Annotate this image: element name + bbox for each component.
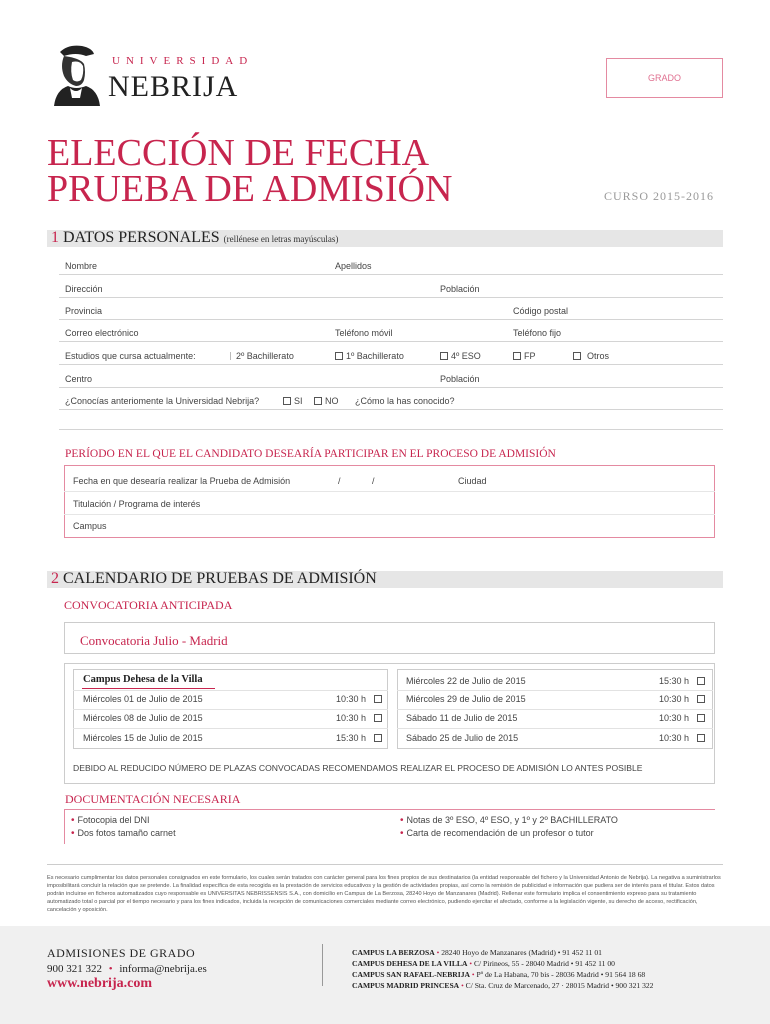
direccion-field[interactable] bbox=[120, 281, 420, 296]
checkbox-icon[interactable] bbox=[314, 397, 322, 405]
codigo-postal-label: Código postal bbox=[513, 306, 569, 316]
ciudad-label: Ciudad bbox=[458, 476, 487, 486]
divider bbox=[59, 387, 723, 388]
doc-item-text: Fotocopia del DNI bbox=[77, 815, 150, 825]
campus-line bbox=[352, 958, 653, 969]
nebrija-logo bbox=[46, 40, 256, 110]
checkbox-icon[interactable] bbox=[440, 352, 448, 360]
separator-bullet: • bbox=[436, 948, 440, 957]
campus-name: CAMPUS DEHESA DE LA VILLA bbox=[352, 959, 468, 968]
notice-text: DEBIDO AL REDUCIDO NÚMERO DE PLAZAS CONVOCADAS RECOMENDAMOS REALIZAR EL PROCESO DE ADMISIÓN LO ANTES POSIBLE bbox=[73, 763, 643, 773]
option-si[interactable] bbox=[283, 396, 303, 406]
checkbox-icon[interactable] bbox=[374, 695, 382, 703]
centro-label: Centro bbox=[65, 374, 93, 384]
checkbox-icon[interactable] bbox=[697, 734, 705, 742]
logo-university-text: UNIVERSIDAD bbox=[112, 55, 254, 67]
divider bbox=[59, 297, 723, 298]
checkbox-icon[interactable] bbox=[697, 714, 705, 722]
como-field[interactable] bbox=[465, 393, 715, 408]
slot-date: Sábado 25 de Julio de 2015 bbox=[406, 733, 519, 743]
campus-name: Campus Dehesa de la Villa bbox=[83, 674, 203, 685]
campus-underline bbox=[82, 688, 215, 689]
slot-option[interactable] bbox=[336, 733, 385, 743]
divider bbox=[59, 341, 723, 342]
grado-badge: GRADO bbox=[606, 58, 723, 98]
legal-text: Es necesario cumplimentar los datos personales consignados en este formulario, los cuales serán tratados con carácter general para los fines propios de sus destinatarios (la entidad responsable del fichero y la Universidad Antonio de Nebrija). La negativa a suministrarlos imposibilitará concluir la relación que se pretende. La finalidad específica de esta recogida es la prestación de servicios educativos y la gestión de actividades propias, así como la remisión de publicidad e información que pudiera ser de interés para el titular. Estos datos podrán incluirse en ficheros automatizados cuyo responsable es UNIVERSITAS NEBRISSENSIS S.A., con domicilio en Campus de La Berzosa, 28240 Hoyo de Manzanares (Madrid). Rellenar este formulario implica el consentimiento expreso para su tratamiento automatizado total o parcial por el tiempo necesario y para los fines indicados, incluida la recepción de comunicaciones comerciales mediante correo electrónico, pudiendo ejercitar el afectado, conforme a la legislación vigente, su derecho de acceso, rectificación, cancelación y oposición. bbox=[47, 875, 721, 913]
section-1-number: 1 bbox=[51, 229, 59, 246]
divider bbox=[64, 491, 715, 492]
poblacion-field[interactable] bbox=[490, 281, 715, 296]
campus-label: Campus bbox=[73, 521, 107, 531]
campus-list bbox=[352, 947, 653, 991]
slot-date: Miércoles 22 de Julio de 2015 bbox=[406, 676, 526, 686]
separator-bullet: • bbox=[469, 959, 473, 968]
divider bbox=[397, 709, 713, 710]
periodo-title: PERÍODO EN EL QUE EL CANDIDATO DESEARÍA PARTICIPAR EN EL PROCESO DE ADMISIÓN bbox=[65, 448, 556, 460]
section-2-title: CALENDARIO DE PRUEBAS DE ADMISIÓN bbox=[63, 570, 377, 587]
slot-option[interactable] bbox=[659, 676, 708, 686]
doc-item-text: Carta de recomendación de un profesor o tutor bbox=[406, 828, 594, 838]
slot-date: Miércoles 01 de Julio de 2015 bbox=[83, 694, 203, 704]
checkbox-icon[interactable] bbox=[374, 734, 382, 742]
slot-time: 10:30 h bbox=[659, 713, 690, 723]
documentacion-top-border bbox=[64, 809, 715, 810]
doc-item bbox=[400, 815, 618, 826]
titulacion-label: Titulación / Programa de interés bbox=[73, 499, 201, 509]
estudios-label: Estudios que cursa actualmente: bbox=[65, 351, 196, 361]
section-2-heading bbox=[51, 570, 377, 588]
tel-movil-field[interactable] bbox=[405, 325, 505, 340]
slot-time: 10:30 h bbox=[336, 713, 367, 723]
divider bbox=[73, 690, 388, 691]
apellidos-label: Apellidos bbox=[335, 261, 372, 271]
separator-bullet: • bbox=[461, 981, 464, 990]
divider bbox=[59, 274, 723, 275]
option-no-label: NO bbox=[325, 396, 339, 406]
slot-time: 10:30 h bbox=[659, 733, 690, 743]
bullet-icon: • bbox=[71, 828, 75, 839]
contact-line bbox=[47, 963, 207, 975]
title-line-1: ELECCIÓN DE FECHA bbox=[47, 132, 430, 174]
divider bbox=[59, 429, 723, 430]
slot-time: 15:30 h bbox=[659, 676, 690, 686]
campus-line bbox=[352, 947, 653, 958]
nebrija-portrait-icon bbox=[46, 42, 106, 106]
bullet-icon: • bbox=[400, 828, 404, 839]
campus-name: CAMPUS MADRID PRINCESA bbox=[352, 981, 460, 990]
divider bbox=[397, 728, 713, 729]
divider bbox=[64, 514, 715, 515]
option-no[interactable] bbox=[314, 396, 339, 406]
checkbox-icon[interactable] bbox=[697, 677, 705, 685]
slot-time: 15:30 h bbox=[336, 733, 367, 743]
checkbox-icon[interactable] bbox=[374, 714, 382, 722]
option-4eso-label: 4º ESO bbox=[451, 351, 481, 361]
option-fp[interactable] bbox=[513, 351, 536, 361]
section-1-hint: (rellénese en letras mayúsculas) bbox=[223, 234, 339, 244]
checkbox-icon[interactable] bbox=[513, 352, 521, 360]
section-1-heading bbox=[51, 229, 338, 247]
titulacion-field[interactable] bbox=[215, 497, 710, 511]
campus-line bbox=[352, 969, 653, 980]
checkbox-icon[interactable] bbox=[335, 352, 343, 360]
tel-movil-label: Teléfono móvil bbox=[335, 328, 393, 338]
campus-address: Pº de La Habana, 70 bis - 28036 Madrid • 91 564 18 68 bbox=[476, 970, 646, 979]
phone: 900 321 322 bbox=[47, 963, 102, 975]
doc-item bbox=[71, 815, 150, 826]
separator-bullet: • bbox=[108, 963, 113, 975]
admisiones-title: ADMISIONES DE GRADO bbox=[47, 946, 196, 960]
campus-address: 28240 Hoyo de Manzanares (Madrid) • 91 452 11 01 bbox=[441, 948, 602, 957]
centro-field[interactable] bbox=[100, 371, 430, 386]
fecha-field[interactable] bbox=[310, 474, 430, 488]
doc-item bbox=[71, 828, 176, 839]
tel-fijo-label: Teléfono fijo bbox=[513, 328, 562, 338]
divider bbox=[73, 728, 388, 729]
codigo-postal-field[interactable] bbox=[580, 303, 715, 318]
option-otros-label: Otros bbox=[587, 351, 610, 361]
documentacion-left-border bbox=[64, 809, 65, 844]
section-2-number: 2 bbox=[51, 570, 59, 587]
provincia-label: Provincia bbox=[65, 306, 103, 316]
option-2bach-label: 2º Bachillerato bbox=[236, 351, 294, 361]
poblacion-centro-label: Población bbox=[440, 374, 480, 384]
correo-label: Correo electrónico bbox=[65, 328, 139, 338]
separator-bullet: • bbox=[471, 970, 475, 979]
documentacion-title: DOCUMENTACIÓN NECESARIA bbox=[65, 792, 241, 806]
campus-address: C/ Pirineos, 55 - 28040 Madrid • 91 452 11 00 bbox=[473, 959, 615, 968]
nombre-field[interactable] bbox=[120, 258, 320, 273]
tel-fijo-field[interactable] bbox=[575, 325, 715, 340]
option-2bach[interactable] bbox=[230, 351, 294, 361]
convocatoria-title: Convocatoria Julio - Madrid bbox=[80, 633, 228, 648]
bullet-icon: • bbox=[400, 815, 404, 826]
correo-field[interactable] bbox=[150, 325, 330, 340]
slot-date: Miércoles 29 de Julio de 2015 bbox=[406, 694, 526, 704]
page-title bbox=[47, 132, 453, 210]
como-label: ¿Cómo la has conocido? bbox=[355, 396, 455, 406]
poblacion-centro-field[interactable] bbox=[490, 371, 715, 386]
divider bbox=[73, 709, 388, 710]
option-1bach-label: 1º Bachillerato bbox=[346, 351, 404, 361]
slot-option[interactable] bbox=[659, 733, 708, 743]
slot-option[interactable] bbox=[659, 713, 708, 723]
campus-address: C/ Sta. Cruz de Marcenado, 27 · 28015 Madrid • 900 321 322 bbox=[465, 981, 654, 990]
bullet-icon: • bbox=[71, 815, 75, 826]
divider bbox=[59, 409, 723, 410]
campus-line bbox=[352, 980, 653, 991]
checkbox-icon[interactable] bbox=[283, 397, 291, 405]
date-slash: / bbox=[338, 476, 341, 486]
conocias-label: ¿Conocías anteriomente la Universidad Nebrija? bbox=[65, 396, 260, 406]
slot-option[interactable] bbox=[659, 694, 708, 704]
divider bbox=[397, 690, 713, 691]
campus-name: CAMPUS LA BERZOSA bbox=[352, 948, 435, 957]
doc-item bbox=[400, 828, 594, 839]
title-line-2: PRUEBA DE ADMISIÓN bbox=[47, 168, 453, 210]
date-slash: / bbox=[372, 476, 375, 486]
apellidos-field[interactable] bbox=[385, 258, 715, 273]
provincia-field[interactable] bbox=[120, 303, 500, 318]
direccion-label: Dirección bbox=[65, 284, 103, 294]
checkbox-icon[interactable] bbox=[230, 352, 233, 360]
convocatoria-heading: CONVOCATORIA ANTICIPADA bbox=[64, 598, 233, 612]
option-1bach[interactable] bbox=[335, 351, 404, 361]
option-4eso[interactable] bbox=[440, 351, 481, 361]
campus-name: CAMPUS SAN RAFAEL-NEBRIJA bbox=[352, 970, 470, 979]
doc-item-text: Dos fotos tamaño carnet bbox=[77, 828, 176, 838]
slot-option[interactable] bbox=[336, 694, 385, 704]
section-1-title: DATOS PERSONALES bbox=[63, 229, 220, 246]
slot-date: Sábado 11 de Julio de 2015 bbox=[406, 713, 518, 723]
divider bbox=[59, 319, 723, 320]
slot-time: 10:30 h bbox=[336, 694, 367, 704]
divider bbox=[59, 364, 723, 365]
option-fp-label: FP bbox=[524, 351, 536, 361]
slot-date: Miércoles 15 de Julio de 2015 bbox=[83, 733, 203, 743]
campus-field[interactable] bbox=[115, 519, 710, 533]
nombre-label: Nombre bbox=[65, 261, 98, 271]
divider bbox=[47, 864, 723, 865]
poblacion-label: Población bbox=[440, 284, 480, 294]
checkbox-icon[interactable] bbox=[697, 695, 705, 703]
slot-time: 10:30 h bbox=[659, 694, 690, 704]
website-link[interactable]: www.nebrija.com bbox=[47, 976, 152, 991]
footer-separator bbox=[322, 944, 323, 986]
ciudad-field[interactable] bbox=[495, 474, 710, 488]
email-link[interactable]: informa@nebrija.es bbox=[119, 963, 207, 975]
option-otros[interactable] bbox=[573, 351, 609, 361]
checkbox-icon[interactable] bbox=[573, 352, 581, 360]
option-si-label: SI bbox=[294, 396, 303, 406]
slot-option[interactable] bbox=[336, 713, 385, 723]
curso-label: CURSO 2015-2016 bbox=[604, 189, 715, 203]
doc-item-text: Notas de 3º ESO, 4º ESO, y 1º y 2º BACHILLERATO bbox=[406, 815, 618, 825]
logo-nebrija-text: NEBRIJA bbox=[108, 70, 239, 103]
slot-date: Miércoles 08 de Julio de 2015 bbox=[83, 713, 203, 723]
fecha-label: Fecha en que desearía realizar la Prueba de Admisión bbox=[73, 476, 291, 486]
